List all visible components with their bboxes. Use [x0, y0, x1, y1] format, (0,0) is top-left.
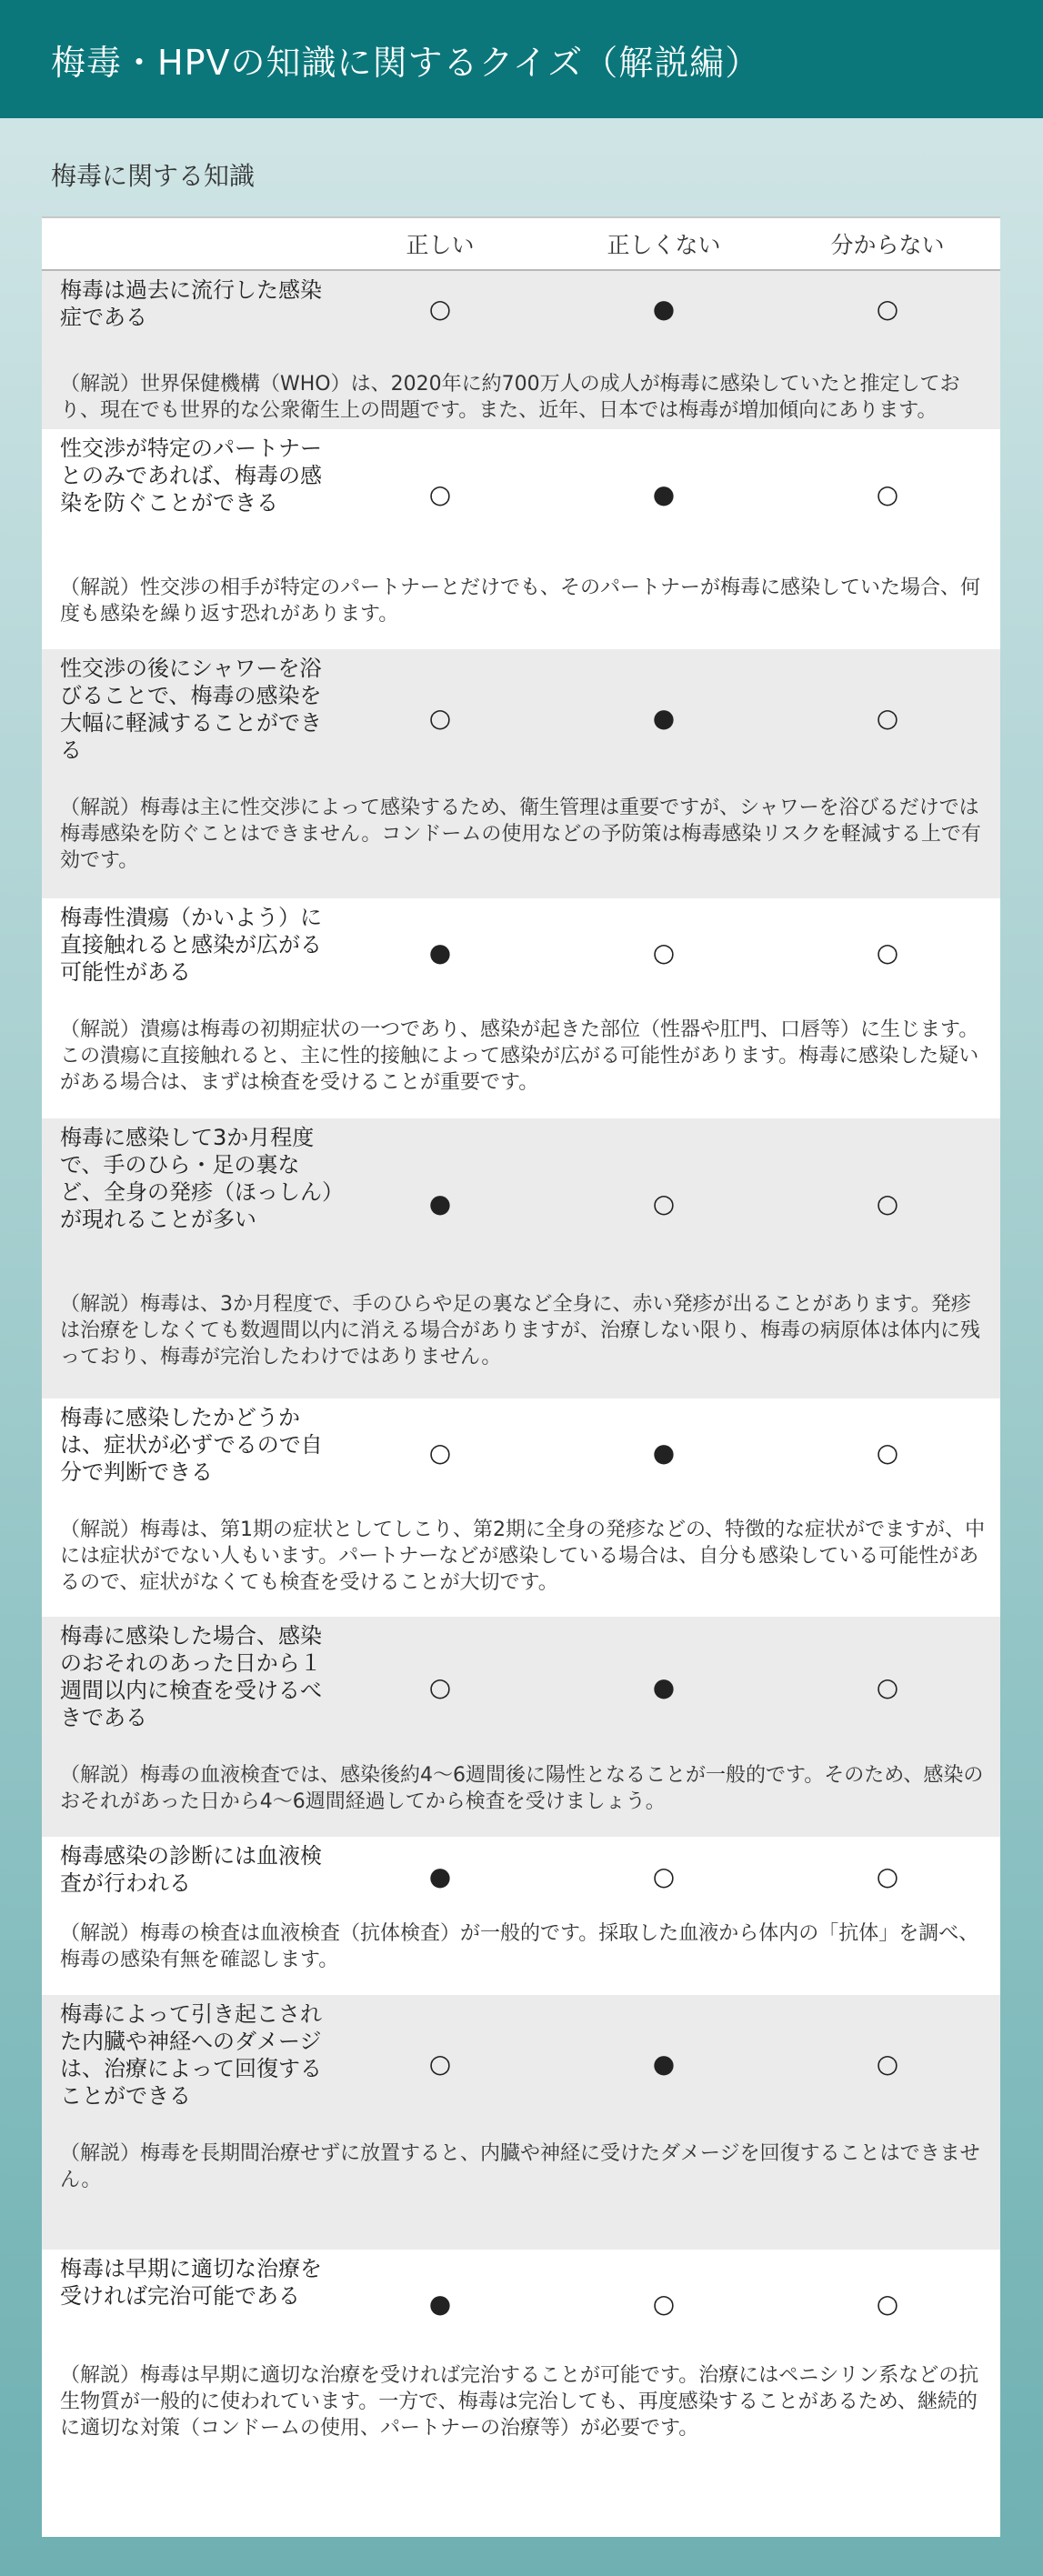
question-text: 梅毒に感染したかどうかは、症状が必ずでるので自分で判断できる — [60, 1405, 323, 1485]
explanation-text: （解説）梅毒は、第1期の症状としてしこり、第2期に全身の発疹などの、特徴的な症状がでますが、中には症状がでない人もいます。パートナーなどが感染している場合は、自分も感染している可能性があるので、症状がなくても検査を受けることが大切です。 — [60, 1519, 986, 1594]
explanation-text: （解説）梅毒は、3か月程度で、手のひらや足の裏など全身に、赤い発疹が出ることがあります。発疹は治療をしなくても数週間以内に消える場合がありますが、治療しない限り、梅毒の病原体は体内に残っており、梅毒が完治したわけではありません。 — [60, 1293, 981, 1368]
option-unknown-radio[interactable]: ○ — [876, 479, 899, 509]
explanation-text: （解説）梅毒は主に性交渉によって感染するため、衛生管理は重要ですが、シャワーを浴びるだけでは梅毒感染を防ぐことはできません。コンドームの使用などの予防策は梅毒感染リスクを軽減する上で有効です。 — [60, 797, 981, 872]
option-incorrect-radio[interactable]: ○ — [652, 2289, 676, 2319]
explanation-text: （解説）梅毒を長期間治療せずに放置すると、内臓や神経に受けたダメージを回復することはできません。 — [60, 2142, 980, 2191]
question-text: 梅毒は過去に流行した感染症である — [60, 277, 322, 330]
question-row — [42, 271, 1000, 429]
explanation-text: （解説）梅毒の検査は血液検査（抗体検査）が一般的です。採取した血液から体内の「抗体」を調べ、梅毒の感染有無を確認します。 — [60, 1922, 979, 1971]
option-unknown-radio[interactable]: ○ — [876, 1861, 899, 1891]
option-incorrect-radio[interactable]: ● — [652, 2049, 676, 2079]
explanation-text: （解説）梅毒は早期に適切な治療を受ければ完治することが可能です。治療にはペニシリン系などの抗生物質が一般的に使われています。一方で、梅毒は完治しても、再度感染することがあるため、継続的に適切な対策（コンドームの使用、パートナーの治療等）が必要です。 — [60, 2364, 979, 2440]
question-text: 性交渉が特定のパートナーとのみであれば、梅毒の感染を防ぐことができる — [60, 436, 322, 516]
option-unknown-radio[interactable]: ○ — [876, 1438, 899, 1468]
question-row — [42, 1995, 1000, 2250]
question-row — [42, 1398, 1000, 1617]
explanation-text: （解説）梅毒の血液検査では、感染後約4～6週間後に陽性となることが一般的です。そのため、感染のおそれがあった日から4～6週間経過してから検査を受けましょう。 — [60, 1764, 984, 1813]
explanation-text: （解説）世界保健機構（WHO）は、2020年に約700万人の成人が梅毒に感染していたと推定しており、現在でも世界的な公衆衛生上の問題です。また、近年、日本では梅毒が増加傾向にあります。 — [60, 373, 960, 422]
option-incorrect-radio[interactable]: ● — [652, 1438, 676, 1468]
question-text: 梅毒性潰瘍（かいよう）に直接触れると感染が広がる可能性がある — [60, 905, 322, 985]
column-header-correct: 正しい — [406, 232, 475, 258]
option-incorrect-radio[interactable]: ● — [652, 703, 676, 733]
option-unknown-radio[interactable]: ○ — [876, 2049, 899, 2079]
page-title: 梅毒・HPVの知識に関するクイズ（解説編） — [51, 42, 761, 83]
option-correct-radio[interactable]: ○ — [428, 294, 452, 324]
option-unknown-radio[interactable]: ○ — [876, 1188, 899, 1218]
option-unknown-radio[interactable]: ○ — [876, 937, 899, 967]
question-row — [42, 1118, 1000, 1398]
option-correct-radio[interactable]: ○ — [428, 479, 452, 509]
option-incorrect-radio[interactable]: ● — [652, 294, 676, 324]
question-row — [42, 429, 1000, 649]
option-incorrect-radio[interactable]: ○ — [652, 937, 676, 967]
question-text: 性交渉の後にシャワーを浴びることで、梅毒の感染を大幅に軽減することができる — [60, 656, 322, 763]
column-header-incorrect: 正しくない — [607, 232, 721, 258]
explanation-text: （解説）潰瘍は梅毒の初期症状の一つであり、感染が起きた部位（性器や肛門、口唇等）に生じます。この潰瘍に直接触れると、主に性的接触によって感染が広がる可能性があります。梅毒に感染した疑いがある場合は、まずは検査を受けることが重要です。 — [60, 1018, 979, 1094]
question-text: 梅毒感染の診断には血液検査が行われる — [60, 1843, 322, 1896]
question-text: 梅毒に感染して3か月程度で、手のひら・足の裏など、全身の発疹（ほっしん）が現れることが多い — [60, 1125, 333, 1232]
option-unknown-radio[interactable]: ○ — [876, 2289, 899, 2319]
option-incorrect-radio[interactable]: ○ — [652, 1188, 676, 1218]
question-list — [42, 271, 1000, 2555]
option-unknown-radio[interactable]: ○ — [876, 294, 899, 324]
option-incorrect-radio[interactable]: ○ — [652, 1861, 676, 1891]
question-row — [42, 2250, 1000, 2555]
question-row — [42, 1837, 1000, 1995]
quiz-table — [42, 216, 1000, 2537]
question-text: 梅毒によって引き起こされた内臓や神経へのダメージは、治療によって回復することができる — [60, 2001, 322, 2109]
explanation-text: （解説）性交渉の相手が特定のパートナーとだけでも、そのパートナーが梅毒に感染していた場合、何度も感染を繰り返す恐れがあります。 — [60, 576, 981, 626]
option-correct-radio[interactable]: ● — [428, 1188, 452, 1218]
option-incorrect-radio[interactable]: ● — [652, 479, 676, 509]
option-correct-radio[interactable]: ○ — [428, 703, 452, 733]
option-correct-radio[interactable]: ○ — [428, 2049, 452, 2079]
option-incorrect-radio[interactable]: ● — [652, 1672, 676, 1702]
section-title: 梅毒に関する知識 — [51, 161, 256, 191]
question-text: 梅毒に感染した場合、感染のおそれのあった日から１週間以内に検査を受けるべきである — [60, 1623, 322, 1730]
page-header — [0, 0, 1043, 118]
question-row — [42, 1617, 1000, 1837]
table-header — [42, 216, 1000, 271]
question-text: 梅毒は早期に適切な治療を受ければ完治可能である — [60, 2256, 322, 2309]
question-row — [42, 649, 1000, 898]
option-unknown-radio[interactable]: ○ — [876, 703, 899, 733]
option-correct-radio[interactable]: ● — [428, 1861, 452, 1891]
option-correct-radio[interactable]: ● — [428, 937, 452, 967]
option-correct-radio[interactable]: ○ — [428, 1438, 452, 1468]
option-correct-radio[interactable]: ● — [428, 2289, 452, 2319]
question-row — [42, 898, 1000, 1118]
option-correct-radio[interactable]: ○ — [428, 1672, 452, 1702]
column-header-unknown: 分からない — [830, 232, 945, 258]
option-unknown-radio[interactable]: ○ — [876, 1672, 899, 1702]
